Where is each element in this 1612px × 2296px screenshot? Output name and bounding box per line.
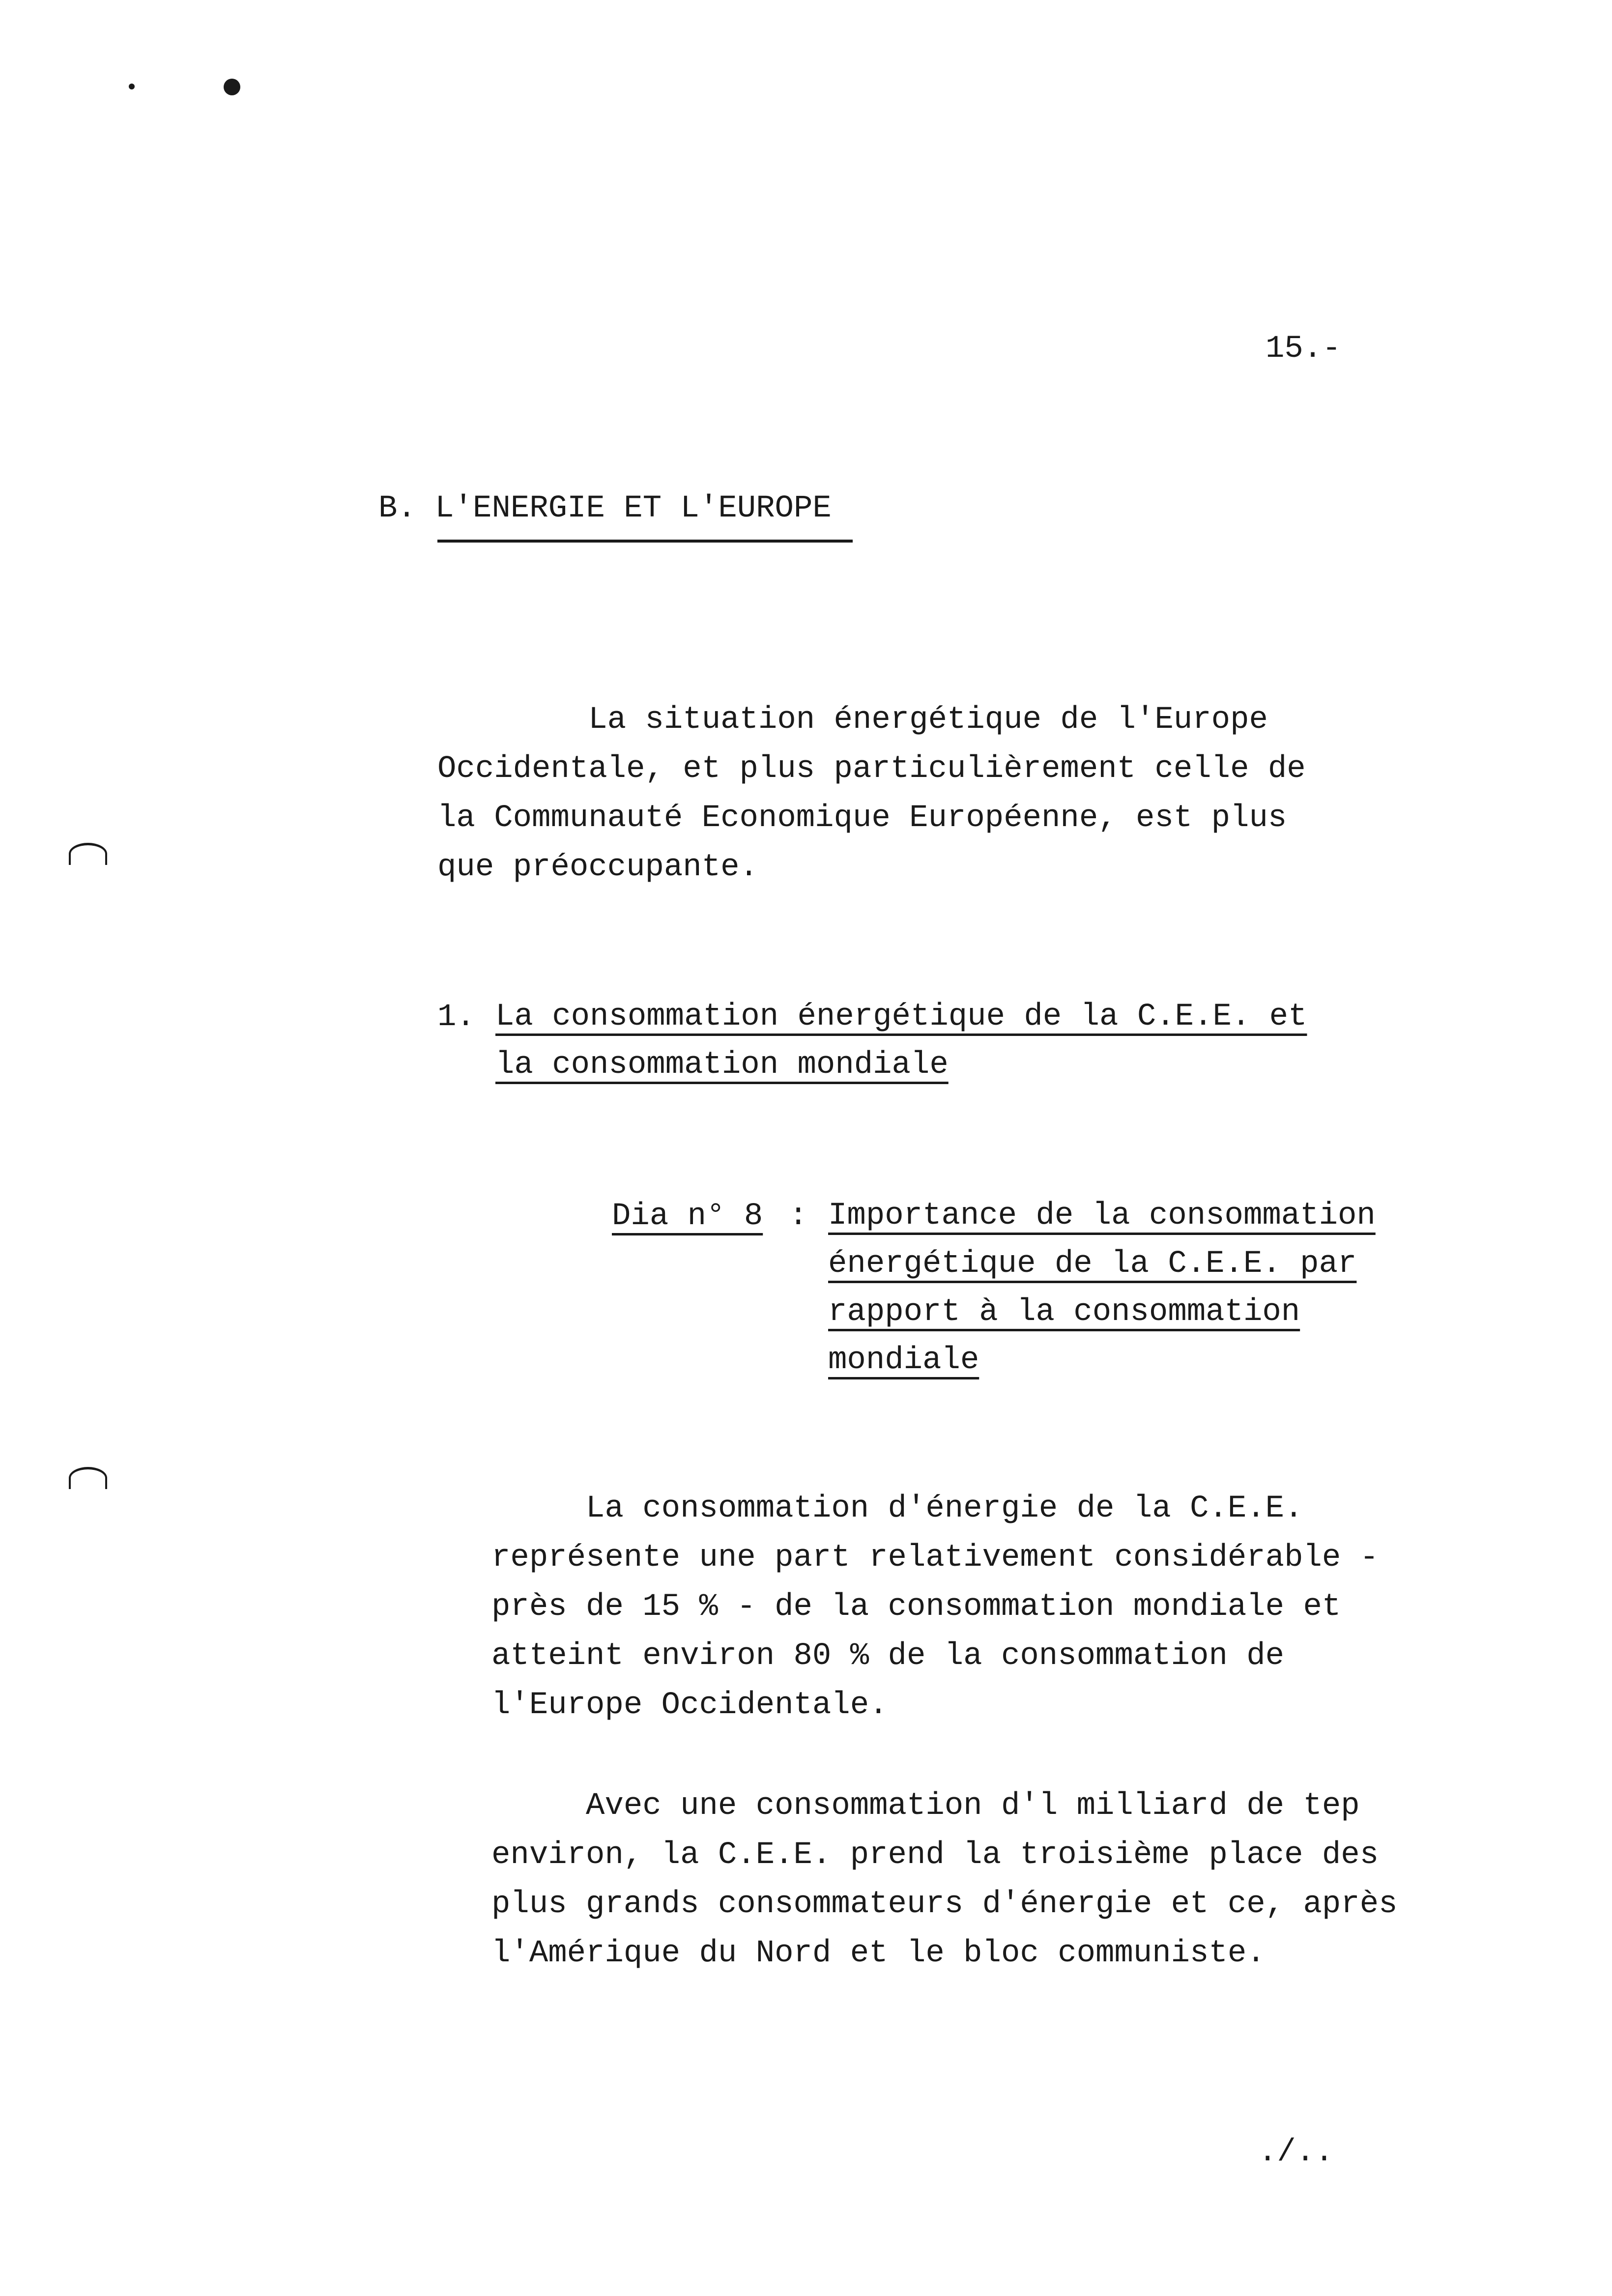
title-line: rapport à la consommation: [828, 1294, 1300, 1330]
title-line: la consommation mondiale: [495, 1047, 949, 1083]
heading-underline: [437, 540, 853, 543]
paragraph-intro: [437, 695, 1306, 892]
text-line: l'Europe Occidentale.: [491, 1688, 888, 1723]
text-line: La situation énergétique de l'Europe: [437, 702, 1268, 738]
page-number: 15.-: [1266, 331, 1341, 367]
text-line: que préoccupante.: [437, 850, 758, 885]
section-heading: B. L'ENERGIE ET L'EUROPE: [378, 491, 832, 526]
text-line: Avec une consommation d'l milliard de tep: [491, 1788, 1360, 1824]
title-line: mondiale: [828, 1343, 979, 1378]
paragraph-ranking: [491, 1781, 1398, 1978]
text-line: représente une part relativement considérable -: [491, 1540, 1379, 1576]
slide-reference-label: Dia n° 8: [612, 1199, 763, 1234]
text-line: environ, la C.E.E. prend la troisième place des: [491, 1837, 1379, 1873]
subsection-number: 1.: [437, 1000, 475, 1035]
slide-reference-title: [828, 1192, 1376, 1384]
continuation-mark: ./..: [1258, 2135, 1334, 2170]
text-line: près de 15 % - de la consommation mondiale et: [491, 1589, 1341, 1625]
text-line: La consommation d'énergie de la C.E.E.: [491, 1491, 1303, 1526]
subsection-title: [495, 993, 1307, 1089]
punch-hole-mark-bottom: [69, 1467, 107, 1489]
punch-hole-mark-top: [69, 843, 107, 865]
text-line: Occidentale, et plus particulièrement celle de: [437, 751, 1306, 787]
text-line: l'Amérique du Nord et le bloc communiste.: [491, 1936, 1266, 1971]
title-line: énergétique de la C.E.E. par: [828, 1246, 1357, 1282]
title-line: Importance de la consommation: [828, 1198, 1376, 1234]
paragraph-consumption-share: [491, 1484, 1379, 1730]
scan-dot-large: [224, 79, 240, 95]
text-line: atteint environ 80 % de la consommation de: [491, 1638, 1285, 1674]
text-line: la Communauté Economique Européenne, est plus: [437, 801, 1287, 836]
scan-dot-small: [129, 84, 135, 89]
text-line: plus grands consommateurs d'énergie et ce, après: [491, 1887, 1398, 1922]
slide-reference-colon: :: [789, 1199, 808, 1234]
title-line: La consommation énergétique de la C.E.E. et: [495, 999, 1307, 1034]
